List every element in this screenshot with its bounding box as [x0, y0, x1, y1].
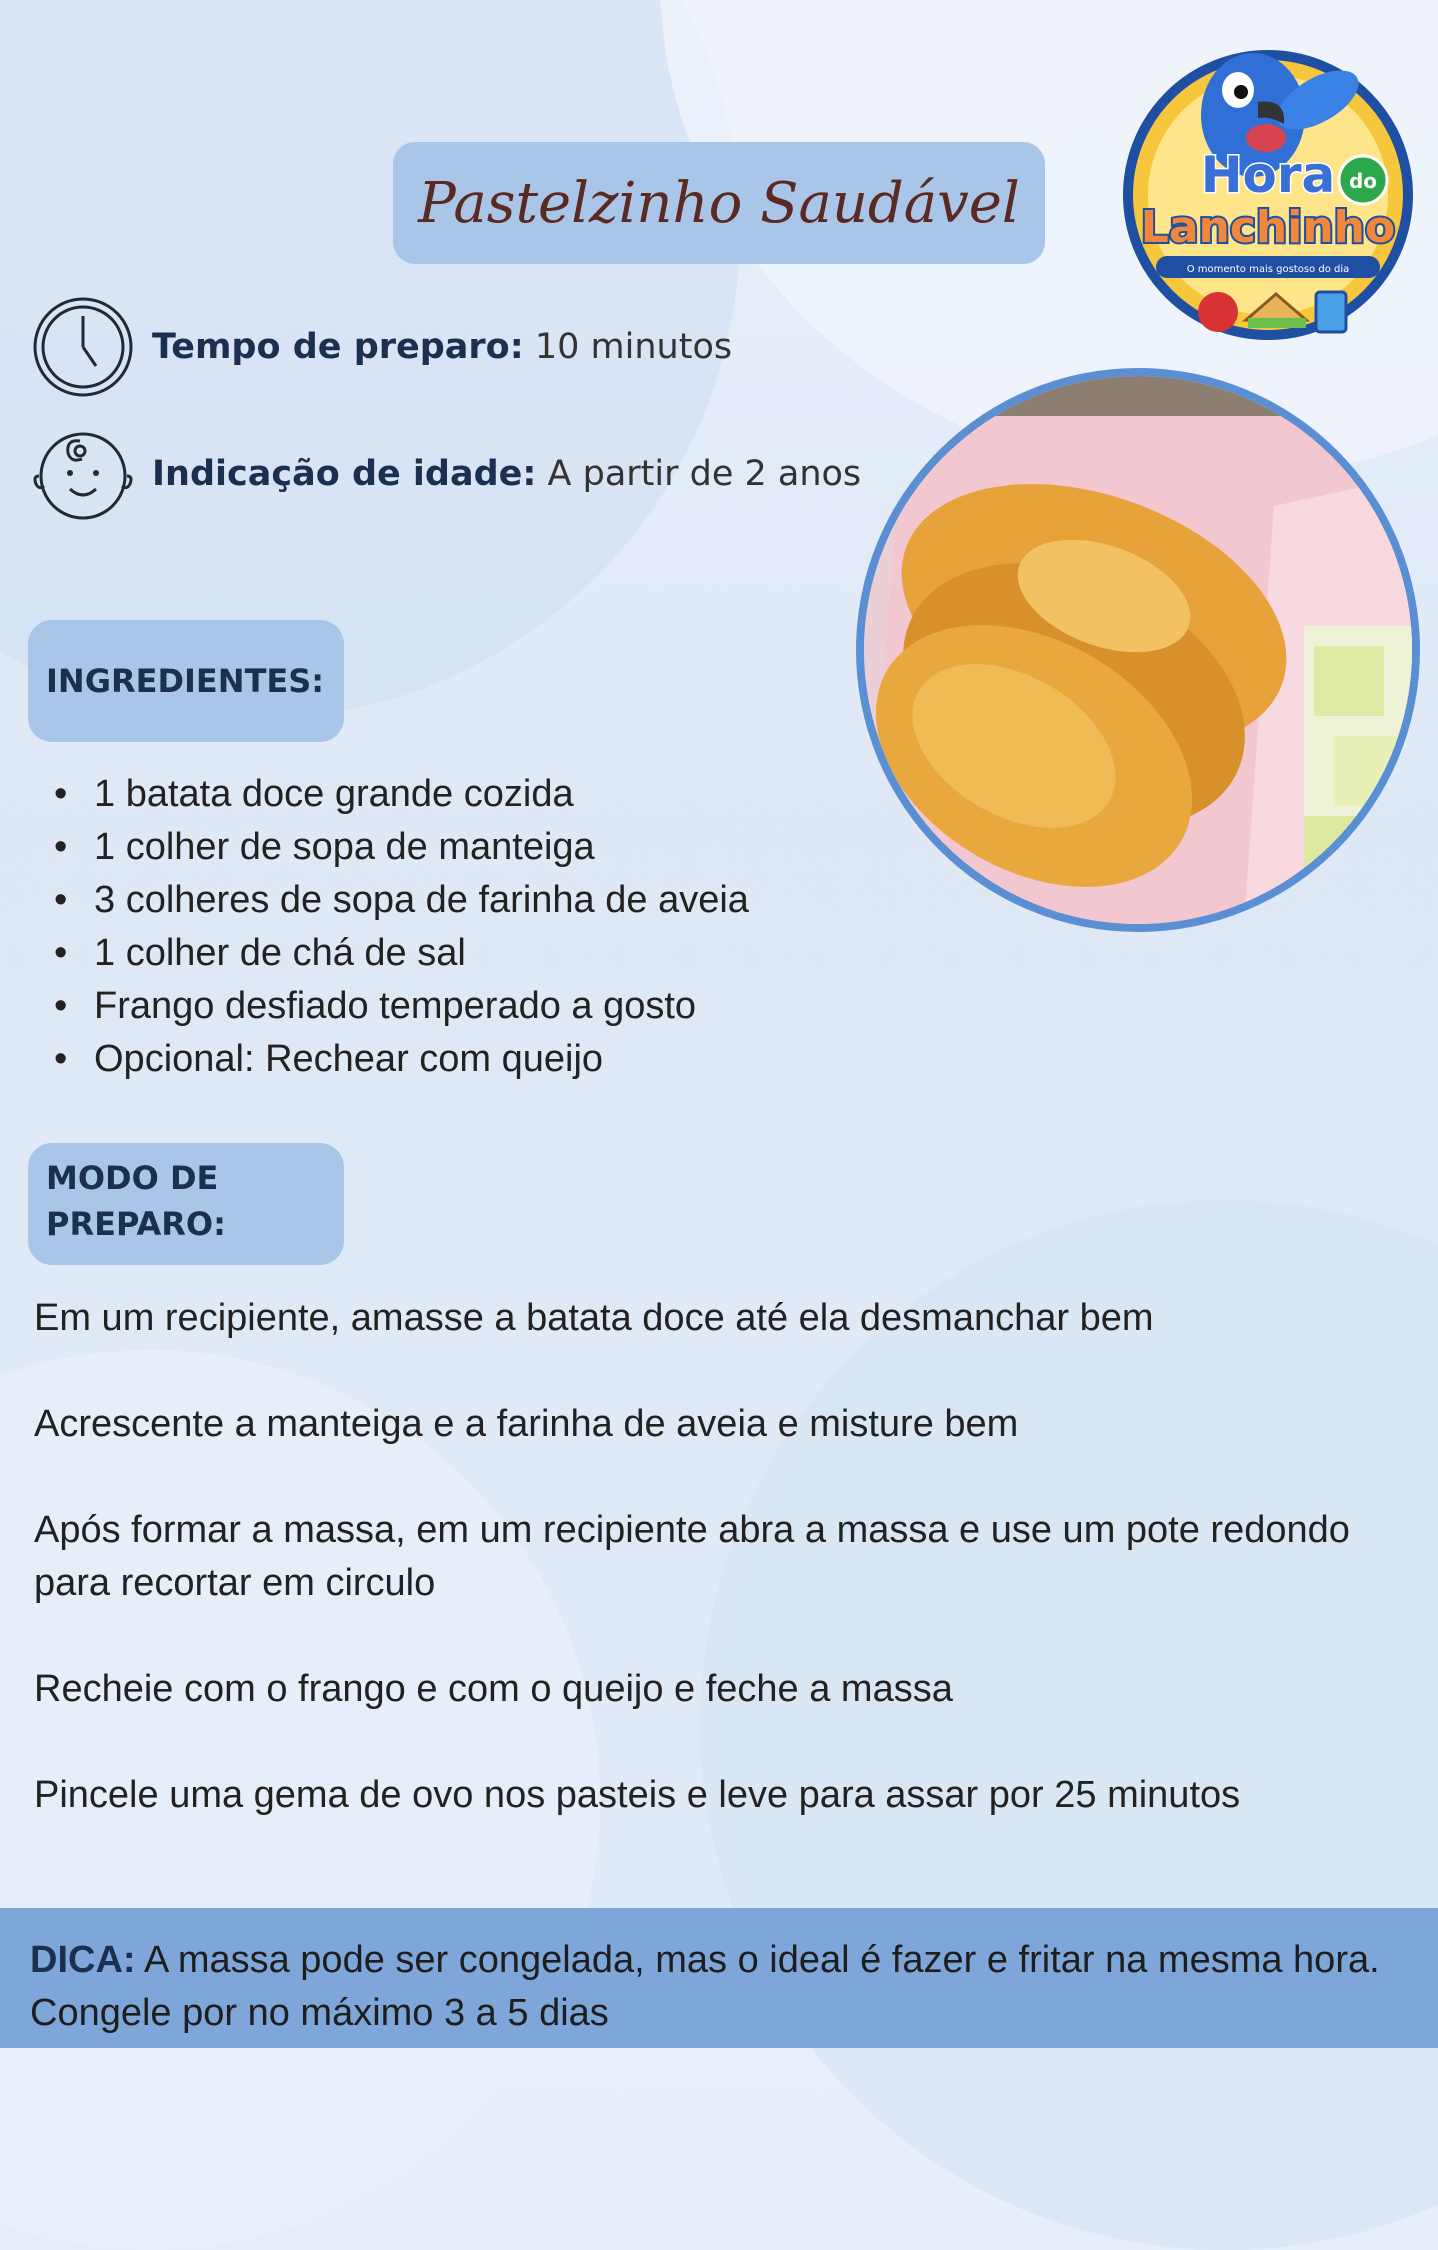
age-row	[30, 421, 861, 527]
list-item: • 1 colher de chá de sal	[94, 927, 749, 980]
ingredients-heading: INGREDIENTES:	[28, 620, 344, 742]
age-value: A partir de 2 anos	[547, 454, 862, 494]
tip-text: A massa pode ser congelada, mas o ideal é fazer e fritar na mesma hora. Congele por no máximo 3 a 5 dias	[30, 1939, 1380, 2034]
method-step: Recheie com o frango e com o queijo e feche a massa	[34, 1668, 953, 1710]
hora-do-lanchinho-logo	[1118, 20, 1418, 350]
list-item: • 1 colher de sopa de manteiga	[94, 821, 749, 874]
tip-label: DICA:	[30, 1939, 136, 1981]
method-step: Pincele uma gema de ovo nos pasteis e leve para assar por 25 minutos	[34, 1774, 1241, 1816]
method-heading-line2: PREPARO:	[46, 1205, 226, 1243]
title-banner	[393, 142, 1045, 264]
logo-line3: Lanchinho	[1140, 202, 1396, 253]
clock-icon	[30, 294, 136, 400]
tip-banner	[0, 1908, 1438, 2048]
list-item: • Opcional: Rechear com queijo	[94, 1033, 749, 1086]
ingredients-list	[40, 768, 749, 1086]
method-heading-line1: MODO DE	[46, 1159, 219, 1197]
logo-tagline: O momento mais gostoso do dia	[1186, 264, 1350, 275]
method-step: Acrescente a manteiga e a farinha de aveia e misture bem	[34, 1403, 1019, 1445]
baby-face-icon	[30, 421, 136, 527]
prep-time-text	[152, 327, 732, 367]
age-label: Indicação de idade:	[152, 454, 537, 494]
prep-time-row	[30, 294, 732, 400]
list-item: • 3 colheres de sopa de farinha de aveia	[94, 874, 749, 927]
recipe-title: Pastelzinho Saudável	[418, 170, 1020, 236]
method-heading	[28, 1143, 344, 1265]
method-step: Após formar a massa, em um recipiente abra a massa e use um pote redondo para recortar em circulo	[34, 1509, 1350, 1604]
prep-time-value: 10 minutos	[534, 327, 733, 367]
food-photo-frame	[856, 368, 1420, 932]
food-photo	[864, 376, 1412, 924]
method-step: Em um recipiente, amasse a batata doce até ela desmanchar bem	[34, 1297, 1154, 1339]
prep-time-label: Tempo de preparo:	[152, 327, 524, 367]
list-item: • 1 batata doce grande cozida	[94, 768, 749, 821]
age-text	[152, 454, 861, 494]
list-item: • Frango desfiado temperado a gosto	[94, 980, 749, 1033]
logo-line2: do	[1348, 169, 1378, 193]
logo-line1: Hora	[1200, 146, 1336, 204]
method-steps	[34, 1292, 1374, 1875]
